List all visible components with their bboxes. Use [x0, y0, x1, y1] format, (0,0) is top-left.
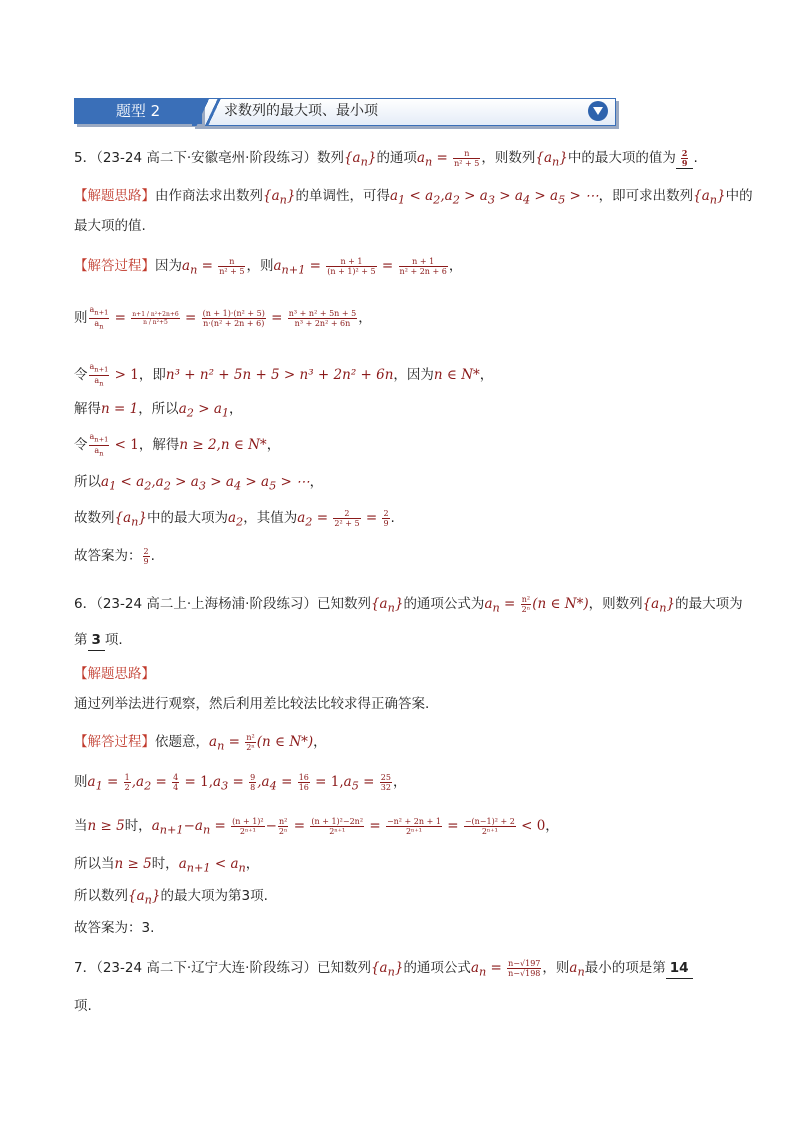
problem-5-think-cont: 最大项的值.	[74, 218, 146, 234]
answer-blank: $\frac{2}{9}$	[676, 148, 694, 169]
problem-5-proc-5: 令 $\frac{a_{n+1}}{a_n}$ < 1，解得n ≥ 2,n ∈ N*，	[74, 432, 281, 458]
problem-5-proc-2: 则 $\frac{a_{n+1}}{a_n}$ = $\frac{\text{n+1 / n²+2n+6}}{\text{n / n²+5}}$ = $\frac{\text{(n + 1)·(n² + 5)}}{\text{n·(n² + 2n + 6)}}$ = $\frac{\text{n³ + n² + 5n + 5}}{\text{n³ + 2n² + 6n}}$ ，	[74, 305, 372, 331]
problem-5-proc-4: 解得n = 1，所以$a_2 > a_1$，	[74, 401, 243, 420]
problem-5-think: 【解题思路】由作商法求出数列$\{a_n\}$的单调性，可得$a_1 < a_2,a_2 > a_3 > a_4 > a_5$ > ⋯，即可求出数列$\{a_n\}$中的	[74, 188, 753, 207]
problem-5-final: 故答案为： $\frac{2}{9}$ .	[74, 546, 155, 566]
problem-6-proc-3: 当n ≥ 5时，$a_{n+1}-a_n$ = $\frac{\text{(n + 1)²}}{\text{2ⁿ⁺¹}}$ − $\frac{\text{n²}}{\text{2ⁿ}}$ = $\frac{\text{(n + 1)²−2n²}}{\text{2ⁿ⁺¹}}$ = $\frac{\text{−n² + 2n + 1}}{\text{2ⁿ⁺¹}}$ = $\frac{\text{−(n−1)² + 2}}{\text{2ⁿ⁺¹}}$ < 0，	[74, 816, 559, 837]
problem-6-proc-1: 【解答过程】依题意，$a_n$ = $\frac{\text{n²}}{\text{2ⁿ}}$ (n ∈ N*)，	[74, 732, 327, 753]
problem-6-think-tag: 【解题思路】	[74, 666, 155, 682]
problem-5-proc-1: 【解答过程】因为$a_n$ = $\frac{n}{\text{n² + 5}}$ ，则$a_{n+1}$ = $\frac{n + 1}{\text{(n + 1)² + 5}}$ = $\frac{n + 1}{\text{n² + 2n + 6}}$ ，	[74, 256, 463, 277]
problem-6-proc-4: 所以当n ≥ 5时，$a_{n+1} < a_n$，	[74, 856, 260, 875]
problem-5-proc-6: 所以$a_1 < a_2,a_2 > a_3 > a_4 > a_5$ > ⋯，	[74, 474, 324, 493]
chevron-down-icon	[588, 101, 608, 121]
answer-blank: 14	[666, 958, 693, 979]
problem-6-think: 通过列举法进行观察，然后利用差比较法比较求得正确答案.	[74, 696, 430, 712]
problem-5-proc-3: 令 $\frac{a_{n+1}}{a_n}$ > 1，即n³ + n² + 5n + 5 > n³ + 2n² + 6n，因为n ∈ N*，	[74, 362, 494, 388]
banner-title: 求数列的最大项、最小项	[224, 103, 378, 119]
problem-6-question: 6．（23-24 高二上·上海杨浦·阶段练习）已知数列$\{a_n\}$的通项公式为$a_n$ = $\frac{\text{n²}}{\text{2ⁿ}}$ (n ∈ N*)，则数列$\{a_n\}$的最大项为	[74, 594, 743, 615]
banner-tag: 题型 2	[74, 98, 202, 124]
banner-slash-stripe	[204, 98, 222, 126]
problem-5-proc-7: 故数列$\{a_n\}$中的最大项为$a_2$，其值为$a_2$ = $\frac{2}{\text{2² + 5}}$ = $\frac{2}{9}$ .	[74, 508, 395, 529]
problem-5-question: 5．（23-24 高二下·安徽亳州·阶段练习）数列$\{a_n\}$的通项$a_n$ = $\frac{n}{\text{n² + 5}}$ ，则数列$\{a_n\}$中的最大项的值为 $\frac{2}{9}$ .	[74, 147, 698, 169]
answer-blank: 3	[88, 630, 105, 651]
problem-6-final: 故答案为：3.	[74, 920, 155, 936]
problem-7-question-cont: 项.	[74, 998, 92, 1014]
section-banner	[74, 98, 614, 128]
problem-6-question-cont: 第 3 项.	[74, 630, 123, 651]
problem-6-proc-2: 则$a_1$ = $\frac{1}{2}$ $,a_2$ = $\frac{4}{4}$ = $1,a_3$ = $\frac{9}{8}$ $,a_4$ = $\frac{16}{16}$ = $1,a_5$ = $\frac{25}{32}$ ，	[74, 772, 407, 793]
problem-7-question: 7．（23-24 高二下·辽宁大连·阶段练习）已知数列$\{a_n\}$的通项公式$a_n$ = $\frac{n-√197}{n-√198}$ ，则$a_n$最小的项是第 14	[74, 958, 693, 983]
problem-6-proc-5: 所以数列$\{a_n\}$的最大项为第3项.	[74, 888, 268, 907]
